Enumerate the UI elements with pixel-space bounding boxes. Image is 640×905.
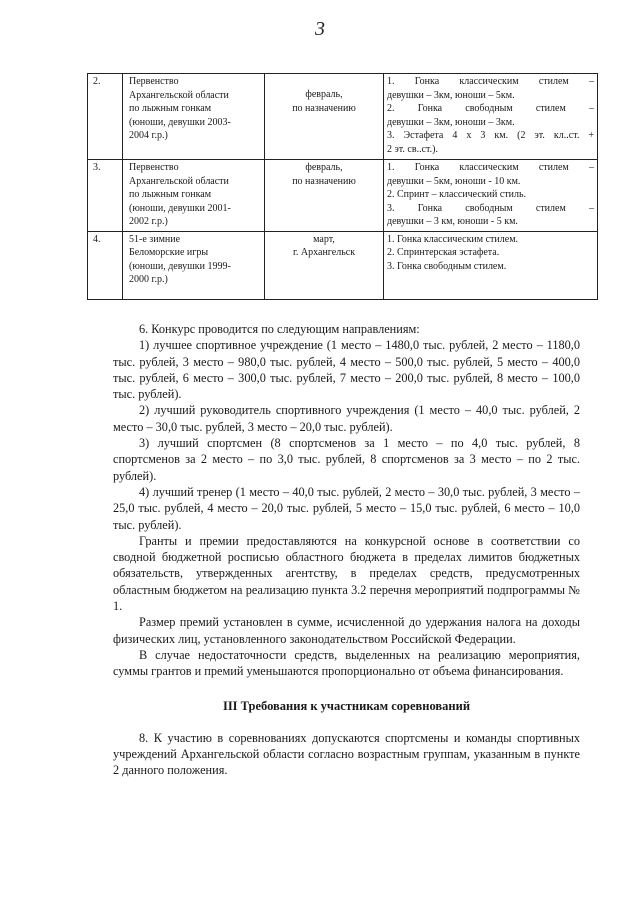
competition-table <box>87 73 598 300</box>
program-line: 1. Гонка классическим стилем – <box>387 76 594 87</box>
paragraph-best-coach: 4) лучший тренер (1 место – 40,0 тыс. рублей, 2 место – 30,0 тыс. рублей, 3 место – 25,0 тыс. рублей, 4 место – 20,0 тыс. рублей, 5 место – 15,0 тыс. рублей, 6 место – 10,0 тыс. рублей). <box>113 484 580 532</box>
event-date-line: март, <box>313 233 335 245</box>
paragraph-grants: Гранты и премии предоставляются на конкурсной основе в соответствии со сводной бюджетной росписью областного бюджета в пределах лимитов бюджетных обязательств, утвержденных агентству, в пределах средств, предусмотренных областным бюджетом на реализацию пункта 3.2 перечня мероприятий подпрограммы № 1. <box>113 533 580 614</box>
table-row <box>88 160 598 232</box>
event-name-line: Первенство <box>129 76 179 87</box>
paragraph-best-athlete: 3) лучший спортсмен (8 спортсменов за 1 место – по 4,0 тыс. рублей, 8 спортсменов за 2 место – по 3,0 тыс. рублей, 8 спортсменов за 3 место – по 2 тыс. рублей). <box>113 436 580 483</box>
paragraph-8: 8. К участию в соревнованиях допускаются спортсмены и команды спортивных учреждений Архангельской области согласно возрастным группам, указанным в пункте 2 данного положения. <box>113 730 580 778</box>
program-line: 2. Спринт – классический стиль. <box>387 189 527 200</box>
event-name-line: 2000 г.р.) <box>129 274 168 285</box>
program-line: 2. Гонка свободным стилем – <box>387 103 594 114</box>
event-program <box>384 74 598 160</box>
event-name-line: по лыжным гонкам <box>129 103 212 114</box>
event-name-line: 2004 г.р.) <box>129 130 168 141</box>
event-date-line: по назначению <box>292 175 356 187</box>
event-name-line: (юноши, девушки 2003- <box>129 116 231 128</box>
program-line: 2 эт. св..ст.). <box>387 143 438 155</box>
program-line: девушки – 5км, юноши - 10 км. <box>387 175 521 187</box>
program-line: девушки – 3км, юноши – 5км. <box>387 89 515 101</box>
table-row <box>88 74 598 160</box>
row-number: 4. <box>88 231 123 299</box>
event-date <box>265 231 384 299</box>
program-line: 3. Эстафета 4 х 3 км. (2 эт. кл..ст. + <box>387 130 594 141</box>
event-name-line: Беломорские игры <box>129 247 209 258</box>
program-line: девушки – 3км, юноши – 3км. <box>387 116 515 128</box>
paragraph-6: 6. Конкурс проводится по следующим направлениям: <box>139 322 420 336</box>
page-number: 3 <box>315 18 325 40</box>
document-body <box>113 321 580 779</box>
event-name <box>123 160 265 232</box>
event-program <box>384 160 598 232</box>
program-line: 3. Гонка свободным стилем – <box>387 202 594 214</box>
event-date <box>265 74 384 160</box>
event-date <box>265 160 384 232</box>
program-line: 3. Гонка свободным стилем. <box>387 260 507 272</box>
row-number: 2. <box>88 74 123 160</box>
row-number: 3. <box>88 160 123 232</box>
program-line: 2. Спринтерская эстафета. <box>387 247 500 258</box>
event-date-line: февраль, <box>305 89 343 100</box>
event-date-line: по назначению <box>292 102 356 114</box>
program-line: девушки – 3 км, юноши - 5 км. <box>387 216 518 227</box>
event-name <box>123 74 265 160</box>
program-line: 1. Гонка классическим стилем. <box>387 233 519 245</box>
event-name-line: Архангельской области <box>129 89 229 101</box>
paragraph-best-institution: 1) лучшее спортивное учреждение (1 место – 1480,0 тыс. рублей, 2 место – 1180,0 тыс. рублей, 3 место – 980,0 тыс. рублей, 4 место – 500,0 тыс. рублей, 5 место – 400,0 тыс. рублей, 6 место – 300,0 тыс. рублей, 7 место – 200,0 тыс. рублей, 8 место – 100,0 тыс. рублей). <box>113 338 580 402</box>
paragraph-shortage: В случае недостаточности средств, выделенных на реализацию мероприятия, суммы грантов и премий уменьшаются пропорционально от объема финансирования. <box>113 647 580 679</box>
paragraph-best-manager: 2) лучший руководитель спортивного учреждения (1 место – 40,0 тыс. рублей, 2 место – 30,0 тыс. рублей, 3 место – 20,0 тыс. рублей). <box>113 403 580 434</box>
event-date-line: г. Архангельск <box>292 247 356 258</box>
paragraph-prize-size: Размер премий установлен в сумме, исчисленной до удержания налога на доходы физических лиц, установленного законодательством Российской Федерации. <box>113 615 580 646</box>
event-date-line: февраль, <box>305 162 343 173</box>
section-heading: III Требования к участникам соревнований <box>222 698 471 713</box>
event-name <box>123 231 265 299</box>
event-name-line: 51-е зимние <box>129 233 181 245</box>
event-name-line: Архангельской области <box>129 175 229 187</box>
program-line: 1. Гонка классическим стилем – <box>387 162 594 173</box>
event-name-line: Первенство <box>129 162 179 173</box>
event-program <box>384 231 598 299</box>
event-name-line: (юноши, девушки 2001- <box>129 202 231 214</box>
event-name-line: (юноши, девушки 1999- <box>129 260 231 272</box>
event-name-line: по лыжным гонкам <box>129 189 212 200</box>
event-name-line: 2002 г.р.) <box>129 216 168 227</box>
table-row <box>88 231 598 299</box>
